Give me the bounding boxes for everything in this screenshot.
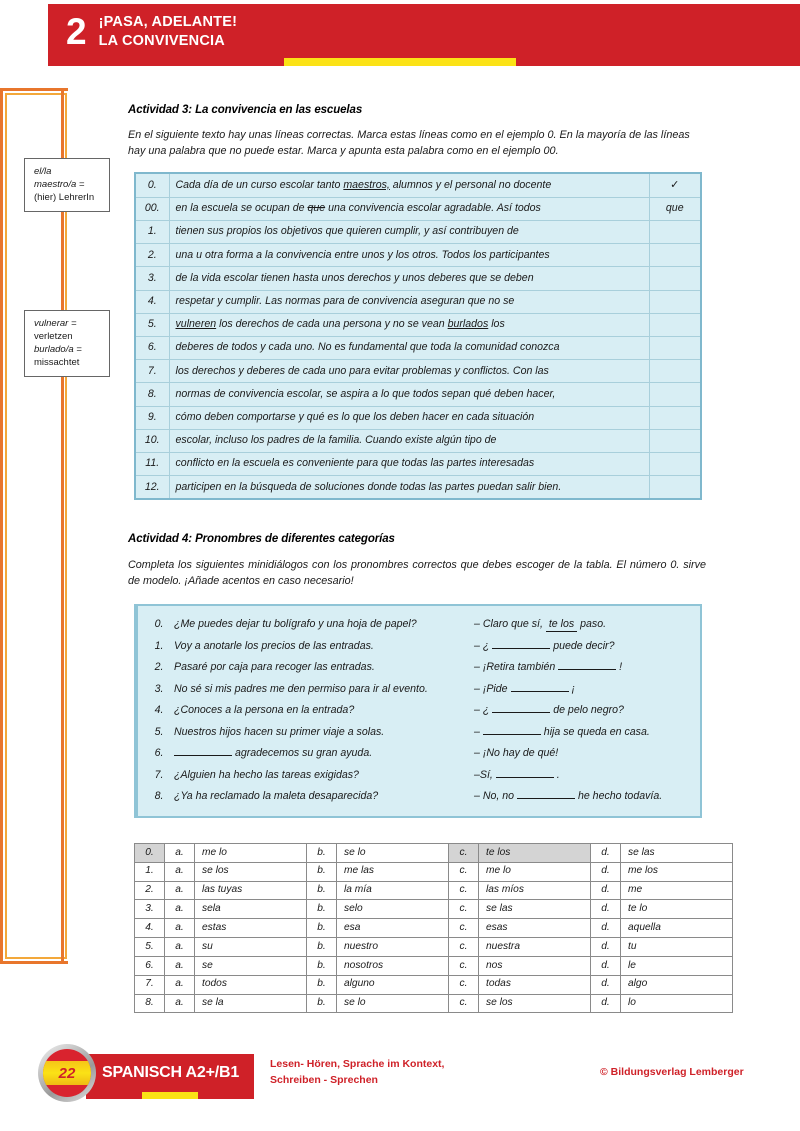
dialogue-response: – ¡No hay de qué! [474, 747, 559, 760]
table-row [135, 220, 701, 243]
option-value[interactable]: estas [195, 919, 307, 938]
text-segment: los derechos de cada una persona y no se vean [216, 318, 448, 331]
option-value[interactable]: lo [621, 994, 733, 1013]
answer-blank[interactable] [517, 789, 575, 799]
page-number: 22 [58, 1064, 76, 1082]
options-row-number: 5. [135, 938, 165, 957]
dialogue-row [144, 785, 690, 806]
text-segment: respetar y cumplir. Las normas para de convivencia aseguran que no se [175, 295, 515, 307]
answer-cell[interactable] [649, 452, 701, 475]
footer-stripe-yellow [142, 1092, 198, 1099]
answer-cell[interactable] [649, 336, 701, 359]
option-value[interactable]: se [195, 956, 307, 975]
option-value[interactable]: se las [621, 844, 733, 863]
footer-subtitle [270, 1057, 530, 1089]
options-row [135, 881, 733, 900]
row-text [169, 290, 649, 313]
dialogue-number: 5. [154, 725, 164, 738]
row-text [169, 267, 649, 290]
dialogue-number: 0. [154, 617, 164, 630]
row-number: 1. [135, 220, 169, 243]
row-text [169, 197, 649, 220]
row-number: 0. [135, 173, 169, 197]
table-row [135, 173, 701, 197]
table-row [135, 313, 701, 336]
row-text [169, 360, 649, 383]
text-segment: escolar, incluso los padres de la familia. Cuando existe algún tipo de [175, 434, 497, 447]
option-value[interactable]: le [621, 956, 733, 975]
answer-cell[interactable] [649, 313, 701, 336]
row-number: 10. [135, 429, 169, 452]
activity3-intro: En el siguiente texto hay unas líneas correctas. Marca estas líneas como en el ejemplo 0. En la mayoría de las líneas hay una palabra que no puede estar. Marca y apunta esta palabra como en el ejemplo 00. [128, 129, 690, 158]
answer-cell[interactable] [649, 476, 701, 500]
table-row [135, 244, 701, 267]
dialogue-row [144, 614, 690, 635]
option-value[interactable]: me las [337, 862, 449, 881]
options-row [135, 994, 733, 1013]
underlined-word: maestros, [343, 178, 390, 191]
text-segment: una u otra forma a la convivencia entre unos y los otros. Todos los participantes [175, 248, 550, 261]
footer-subtitle-line2: Schreiben - Sprechen [270, 1073, 378, 1086]
option-letter[interactable]: b. [307, 956, 337, 975]
option-value[interactable]: me [621, 881, 733, 900]
footer-copyright: © Bildungsverlag Lemberger [600, 1066, 744, 1078]
header-flag-stripe [48, 58, 800, 66]
footer-stripe-red-right [198, 1092, 254, 1099]
row-text [169, 313, 649, 336]
option-letter[interactable]: d. [591, 956, 621, 975]
dialogue-prompt: Nuestros hijos hacen su primer viaje a solas. [174, 725, 385, 738]
option-value[interactable]: sela [195, 900, 307, 919]
option-letter[interactable]: a. [165, 975, 195, 994]
dialogue-response: – Claro que sí, te los paso. [474, 618, 690, 632]
option-letter[interactable]: a. [165, 881, 195, 900]
text-segment: conflicto en la escuela es conveniente para que todas las partes interesadas [175, 457, 535, 470]
option-letter[interactable]: c. [449, 881, 479, 900]
option-letter[interactable]: a. [165, 956, 195, 975]
activity4-dialog-box [134, 604, 702, 818]
option-value[interactable]: nuestra [479, 938, 591, 957]
option-value[interactable]: se lo [337, 994, 449, 1013]
page-badge-flag [38, 1044, 96, 1102]
option-letter[interactable]: d. [591, 844, 621, 863]
option-letter[interactable]: c. [449, 900, 479, 919]
options-row-number: 4. [135, 919, 165, 938]
dialogue-row [144, 764, 690, 785]
table-row [135, 267, 701, 290]
activity3-heading: Actividad 3: La convivencia en las escuelas [128, 104, 363, 116]
row-number: 12. [135, 476, 169, 500]
option-value[interactable]: todas [479, 975, 591, 994]
dialogue-number: 1. [154, 640, 164, 653]
option-letter[interactable]: c. [449, 919, 479, 938]
answer-blank[interactable] [511, 682, 569, 692]
dialogue-row [144, 743, 690, 764]
option-letter[interactable]: d. [591, 938, 621, 957]
option-value[interactable]: la mía [337, 881, 449, 900]
answer-blank[interactable] [483, 725, 541, 735]
chapter-title-line2: LA CONVIVENCIA [98, 32, 225, 49]
option-letter[interactable]: c. [449, 956, 479, 975]
activity4-dialog-box-wrap [134, 604, 702, 818]
struck-word: que [307, 202, 326, 215]
row-text [169, 429, 649, 452]
options-row [135, 844, 733, 863]
dialogue-response: – ¿ puede decir? [474, 640, 615, 653]
dialogue-prompt: No sé si mis padres me den permiso para ir al evento. [174, 682, 428, 695]
activity3-table [134, 172, 702, 500]
answer-blank-filled[interactable]: te los [546, 618, 577, 632]
vocab-line: el/la [34, 166, 52, 177]
stripe-yellow [284, 58, 516, 66]
option-letter[interactable]: b. [307, 900, 337, 919]
chapter-number: 2 [66, 10, 87, 52]
row-number: 6. [135, 336, 169, 359]
option-value[interactable]: nuestro [337, 938, 449, 957]
dialogue-prompt: ¿Me puedes dejar tu bolígrafo y una hoja de papel? [174, 617, 417, 630]
row-text [169, 336, 649, 359]
footer-course-label: SPANISCH A2+/B1 [102, 1064, 240, 1081]
underlined-word: vulneren [175, 318, 217, 331]
options-row [135, 900, 733, 919]
vocab-line: burlado/a = [34, 344, 82, 356]
dialogue-number: 7. [154, 768, 164, 781]
row-number: 2. [135, 244, 169, 267]
row-text [169, 383, 649, 406]
dialogue-number: 2. [154, 661, 164, 674]
answer-checkmark[interactable] [649, 173, 701, 197]
dialogue-prompt: Pasaré por caja para recoger las entradas. [174, 661, 375, 674]
row-text [169, 406, 649, 429]
answer-cell[interactable] [649, 383, 701, 406]
options-row-number: 3. [135, 900, 165, 919]
table-row [135, 197, 701, 220]
text-segment: normas de convivencia escolar, se aspira a lo que todos sepan qué deben hacer, [175, 387, 556, 400]
stripe-red-right [516, 58, 800, 66]
option-value[interactable]: se la [195, 994, 307, 1013]
options-row [135, 919, 733, 938]
dialogue-response: – No, no he hecho todavía. [474, 789, 663, 802]
chapter-title-line1: ¡PASA, ADELANTE! [98, 13, 238, 30]
answer-cell[interactable] [649, 429, 701, 452]
dialogue-number: 8. [154, 789, 164, 802]
option-letter[interactable]: c. [449, 975, 479, 994]
left-margin-bracket-spine-inner [65, 93, 67, 959]
option-letter[interactable]: a. [165, 938, 195, 957]
options-row [135, 975, 733, 994]
dialogue-response: – hija se queda en casa. [474, 725, 650, 738]
activity4-heading: Actividad 4: Pronombres de diferentes categorías [128, 533, 395, 545]
row-number: 11. [135, 452, 169, 475]
row-number: 4. [135, 290, 169, 313]
table-row [135, 406, 701, 429]
row-text [169, 452, 649, 475]
table-row [135, 383, 701, 406]
text-segment: de la vida escolar tienen hasta unos derechos y unos deberes que se deben [175, 271, 534, 284]
row-text [169, 220, 649, 243]
option-letter[interactable]: a. [165, 994, 195, 1013]
row-text [169, 173, 649, 197]
chapter-header-banner [48, 4, 800, 58]
text-segment: una convivencia escolar agradable. Así todos [325, 202, 541, 215]
dialogue-row [144, 678, 690, 699]
option-value[interactable]: se los [479, 994, 591, 1013]
answer-cell[interactable] [649, 290, 701, 313]
text-segment: alumnos y el personal no docente [389, 178, 552, 191]
option-letter[interactable]: d. [591, 900, 621, 919]
option-letter[interactable]: b. [307, 881, 337, 900]
dialogue-prompt: ¿Conoces a la persona en la entrada? [174, 704, 355, 717]
option-value[interactable]: me lo [195, 844, 307, 863]
answer-blank[interactable] [558, 660, 616, 670]
option-value[interactable]: selo [337, 900, 449, 919]
option-letter[interactable]: a. [165, 862, 195, 881]
option-value[interactable]: algo [621, 975, 733, 994]
options-row [135, 938, 733, 957]
option-letter[interactable]: c. [449, 994, 479, 1013]
option-letter[interactable]: d. [591, 919, 621, 938]
answer-cell[interactable] [649, 267, 701, 290]
option-value[interactable]: aquella [621, 919, 733, 938]
dialogue-response: –Sí, . [474, 768, 560, 781]
option-value[interactable]: su [195, 938, 307, 957]
option-value[interactable]: esa [337, 919, 449, 938]
option-value[interactable]: se los [195, 862, 307, 881]
option-value[interactable]: se lo [337, 844, 449, 863]
dialogue-response: – ¡Retira también ! [474, 661, 623, 674]
answer-cell[interactable] [649, 220, 701, 243]
left-margin-bracket-spine [61, 88, 64, 964]
option-letter[interactable]: a. [165, 900, 195, 919]
text-segment: en la escuela se ocupan de [175, 202, 308, 215]
row-text [169, 244, 649, 267]
vocab-box-maestro [24, 158, 110, 212]
option-letter[interactable]: d. [591, 975, 621, 994]
answer-cell[interactable] [649, 360, 701, 383]
row-number: 8. [135, 383, 169, 406]
option-value[interactable]: las tuyas [195, 881, 307, 900]
table-row [135, 452, 701, 475]
dialogue-row [144, 700, 690, 721]
options-row [135, 862, 733, 881]
row-number: 3. [135, 267, 169, 290]
activity4-options-table [134, 843, 733, 1013]
footer-subtitle-line1: Lesen- Hören, Sprache im Kontext, [270, 1058, 445, 1070]
footer-flag-stripe [86, 1092, 254, 1099]
options-row-number: 0. [135, 844, 165, 863]
stripe-red-left [48, 58, 284, 66]
row-number: 00. [135, 197, 169, 220]
option-value[interactable]: tu [621, 938, 733, 957]
text-segment: tienen sus propios los objetivos que quieren cumplir, y así contribuyen de [175, 225, 519, 238]
answer-cell[interactable]: que [649, 197, 701, 220]
answer-blank[interactable] [496, 768, 554, 778]
option-letter[interactable]: b. [307, 938, 337, 957]
answer-cell[interactable] [649, 406, 701, 429]
answer-blank[interactable] [492, 703, 550, 713]
option-letter[interactable]: b. [307, 919, 337, 938]
left-margin-bracket-inner [5, 93, 65, 959]
option-value[interactable]: se las [479, 900, 591, 919]
dialogue-number: 4. [154, 704, 164, 717]
option-letter[interactable]: b. [307, 844, 337, 863]
dialogue-row [144, 635, 690, 656]
answer-blank[interactable] [492, 639, 550, 649]
check-icon: ✓ [670, 178, 680, 191]
underlined-word: burlados [447, 318, 489, 331]
options-row-number: 6. [135, 956, 165, 975]
dialogue-prompt: ¿Alguien ha hecho las tareas exigidas? [174, 768, 359, 781]
dialogue-number: 3. [154, 682, 164, 695]
options-row-number: 7. [135, 975, 165, 994]
option-value[interactable]: alguno [337, 975, 449, 994]
vocab-line: (hier) LehrerIn [34, 192, 95, 204]
text-segment: participen en la búsqueda de soluciones donde todas las partes puedan salir bien. [175, 480, 562, 493]
activity4-options-wrap [134, 843, 733, 1013]
vocab-box-vulnerar [24, 310, 110, 377]
option-value[interactable]: nosotros [337, 956, 449, 975]
vocab-line: maestro/a = [34, 179, 85, 191]
table-row [135, 290, 701, 313]
option-letter[interactable]: d. [591, 862, 621, 881]
option-letter[interactable]: c. [449, 844, 479, 863]
option-letter[interactable]: a. [165, 919, 195, 938]
option-value[interactable]: todos [195, 975, 307, 994]
row-number: 5. [135, 313, 169, 336]
option-letter[interactable]: c. [449, 862, 479, 881]
answer-cell[interactable] [649, 244, 701, 267]
row-number: 7. [135, 360, 169, 383]
text-segment: cómo deben comportarse y qué es lo que los deben hacer en cada situación [175, 411, 535, 424]
option-value[interactable]: me los [621, 862, 733, 881]
option-value[interactable]: nos [479, 956, 591, 975]
dialogue-prompt: Voy a anotarle los precios de las entradas. [174, 640, 374, 653]
options-row-number: 8. [135, 994, 165, 1013]
option-value[interactable]: te los [479, 844, 591, 863]
vocab-line: missachtet [34, 357, 80, 369]
dialogue-response: – ¡Pide ¡ [474, 682, 576, 695]
option-letter[interactable]: a. [165, 844, 195, 863]
row-text [169, 476, 649, 500]
text-segment: los [488, 318, 505, 331]
dialogue-row [144, 721, 690, 742]
option-letter[interactable]: b. [307, 994, 337, 1013]
options-row [135, 956, 733, 975]
option-letter[interactable]: d. [591, 994, 621, 1013]
answer-blank[interactable] [174, 746, 232, 756]
table-row [135, 336, 701, 359]
dialogue-number: 6. [154, 747, 164, 760]
option-value[interactable]: esas [479, 919, 591, 938]
dialogue-response: – ¿ de pelo negro? [474, 704, 624, 717]
table-row [135, 429, 701, 452]
option-value[interactable]: te lo [621, 900, 733, 919]
dialogue-prompt: ¿Ya ha reclamado la maleta desaparecida? [174, 789, 379, 802]
text-segment: Cada día de un curso escolar tanto [175, 178, 344, 191]
option-letter[interactable]: b. [307, 975, 337, 994]
flag-circle [43, 1049, 91, 1097]
options-row-number: 2. [135, 881, 165, 900]
footer-stripe-red-left [86, 1092, 142, 1099]
table-row [135, 476, 701, 500]
option-value[interactable]: me lo [479, 862, 591, 881]
row-number: 9. [135, 406, 169, 429]
option-letter[interactable]: b. [307, 862, 337, 881]
activity3-table-wrap [134, 172, 702, 500]
vocab-line: verletzen [34, 331, 73, 343]
dialogue-prompt: agradecemos su gran ayuda. [174, 746, 474, 760]
chapter-titles [99, 12, 238, 50]
text-segment: deberes de todos y cada uno. No es fundamental que toda la comunidad conozca [175, 341, 560, 354]
dialogue-row [144, 657, 690, 678]
activity4-intro: Completa los siguientes minidiálogos con los pronombres correctos que debes escoger de la tabla. El número 0. sirve de modelo. ¡Añade acentos en caso necesario! [128, 559, 706, 588]
table-row [135, 360, 701, 383]
option-value[interactable]: las míos [479, 881, 591, 900]
option-letter[interactable]: d. [591, 881, 621, 900]
vocab-line: vulnerar = [34, 318, 77, 329]
options-row-number: 1. [135, 862, 165, 881]
text-segment: los derechos y deberes de cada uno para evitar problemas y conflictos. Con las [175, 364, 549, 377]
option-letter[interactable]: c. [449, 938, 479, 957]
footer-course-banner [86, 1054, 254, 1092]
